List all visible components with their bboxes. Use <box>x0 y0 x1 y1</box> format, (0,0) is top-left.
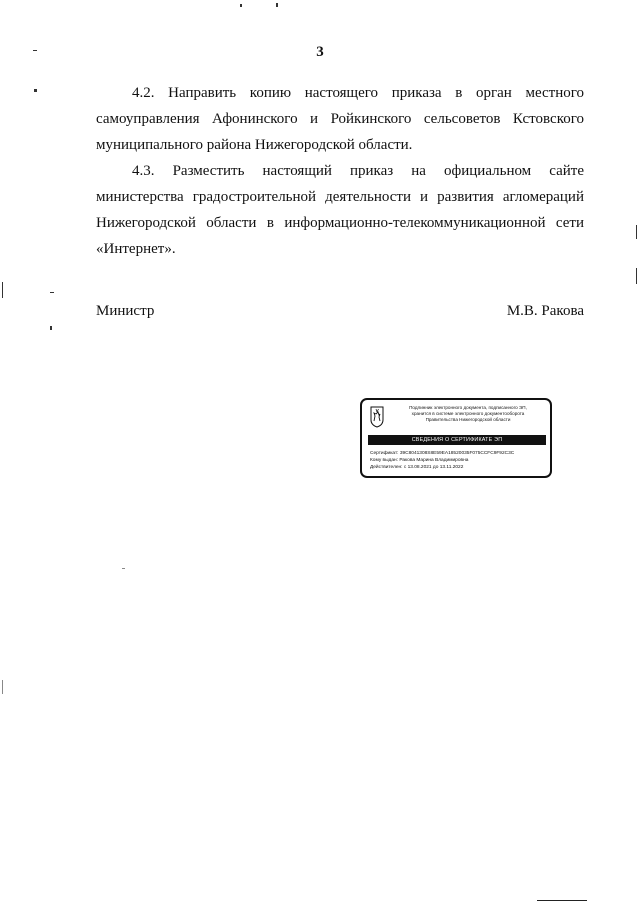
scan-mark <box>50 326 52 330</box>
e-signature-stamp <box>360 398 552 478</box>
stamp-header-line: Подлинник электронного документа, подписанного ЭП, <box>409 405 527 410</box>
stamp-issued-to: Кому выдан: Ракова Марина Владимировна <box>370 458 469 463</box>
scan-mark <box>50 292 54 293</box>
scan-mark <box>33 50 37 51</box>
stamp-header <box>386 405 550 423</box>
scan-mark <box>240 4 242 7</box>
scan-mark <box>276 3 278 7</box>
deer-emblem-icon <box>370 406 384 428</box>
stamp-header-line: хранится в системе электронного документооборота <box>411 411 525 416</box>
scan-mark <box>34 89 37 92</box>
stamp-certificate: Сертификат: 39C8041308S8E59EA18520035F075CCFC9F92C3C <box>370 451 515 456</box>
signatory-role: Министр <box>96 303 155 319</box>
stamp-validity: Действителен: с 13.08.2021 до 13.11.2022 <box>370 465 464 470</box>
stamp-details <box>370 450 548 471</box>
page-number: 3 <box>316 44 324 60</box>
stamp-title: СВЕДЕНИЯ О СЕРТИФИКАТЕ ЭП <box>368 435 546 445</box>
scan-mark <box>2 680 3 694</box>
paragraph-4-3: 4.3. Разместить настоящий приказ на официальном сайте министерства градостроительной деятельности и развития агломераций Нижегородской области в информационно-телекоммуникационной сети «Интернет». <box>96 163 584 257</box>
stamp-header-line: Правительства Нижегородской области <box>425 417 511 422</box>
scan-mark <box>636 268 637 284</box>
bottom-rule <box>537 900 587 901</box>
scan-mark <box>636 225 637 239</box>
paragraph-4-2: 4.2. Направить копию настоящего приказа в орган местного самоуправления Афонинского и Ройкинского сельсоветов Кстовского муниципального района Нижегородской области. <box>96 85 584 153</box>
scan-mark <box>122 568 125 569</box>
scan-mark <box>2 282 3 298</box>
signatory-name: М.В. Ракова <box>506 303 584 319</box>
